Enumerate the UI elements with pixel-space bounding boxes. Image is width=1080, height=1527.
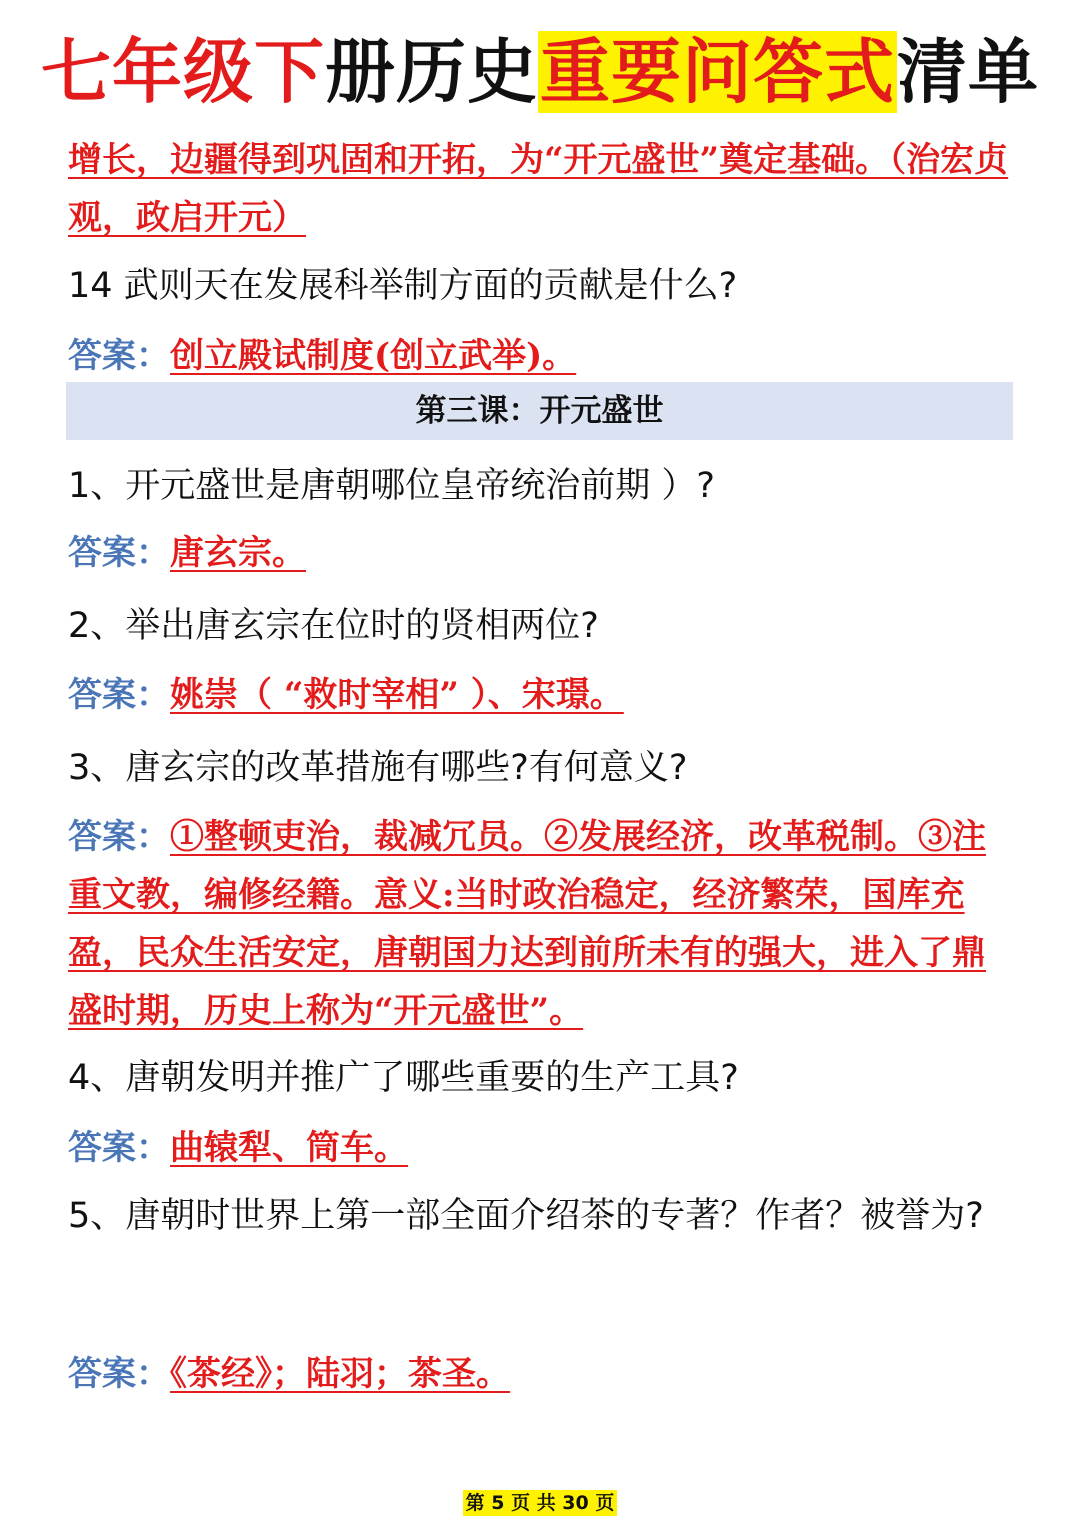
answer-2 bbox=[68, 666, 1013, 724]
title-part-red: 七年级下 bbox=[41, 31, 325, 113]
answer-text: 唐玄宗。 bbox=[170, 533, 306, 573]
question-5: 5、唐朝时世界上第一部全面介绍茶的专著？作者？被誉为? bbox=[68, 1196, 984, 1236]
question-1: 1、开元盛世是唐朝哪位皇帝统治前期 ）? bbox=[68, 466, 715, 506]
page-number bbox=[0, 1488, 1080, 1515]
question-14: 14 武则天在发展科举制方面的贡献是什么? bbox=[68, 266, 738, 306]
answer-label: 答案： bbox=[68, 336, 170, 376]
page-title bbox=[0, 22, 1080, 122]
intro-text: 增长，边疆得到巩固和开拓，为“开元盛世”奠定基础。（治宏贞观，政启开元） bbox=[68, 140, 1009, 238]
answer-label: 答案： bbox=[68, 1128, 170, 1168]
answer-text: ①整顿吏治，裁减冗员。②发展经济，改革税制。③注重文教，编修经籍。意义:当时政治稳定，经济繁荣，国库充盈，民众生活安定，唐朝国力达到前所未有的强大，进入了鼎盛时期，历史上称为“开元盛世”。 bbox=[68, 817, 986, 1031]
title-part-end: 清单 bbox=[897, 31, 1039, 113]
answer-label: 答案： bbox=[68, 675, 170, 715]
intro-paragraph bbox=[68, 131, 1013, 247]
title-part-highlight: 重要问答式 bbox=[540, 31, 895, 113]
answer-1 bbox=[68, 524, 1013, 582]
answer-label: 答案： bbox=[68, 533, 170, 573]
answer-text: 曲辕犁、筒车。 bbox=[170, 1128, 408, 1168]
question-3: 3、唐玄宗的改革措施有哪些?有何意义? bbox=[68, 748, 688, 788]
answer-3 bbox=[68, 808, 1013, 1040]
answer-label: 答案： bbox=[68, 1354, 170, 1394]
question-2: 2、举出唐玄宗在位时的贤相两位? bbox=[68, 606, 599, 646]
answer-14 bbox=[68, 327, 1013, 385]
page-number-text: 第 5 页 共 30 页 bbox=[463, 1490, 618, 1516]
answer-label: 答案： bbox=[68, 817, 170, 857]
answer-text: 姚崇（ “救时宰相” ）、宋璟。 bbox=[170, 675, 624, 715]
lesson-header: 第三课：开元盛世 bbox=[66, 382, 1013, 440]
answer-4 bbox=[68, 1119, 1013, 1177]
title-part-black: 册历史 bbox=[325, 31, 538, 113]
answer-text: 创立殿试制度(创立武举)。 bbox=[170, 336, 577, 376]
question-4: 4、唐朝发明并推广了哪些重要的生产工具? bbox=[68, 1058, 739, 1098]
answer-text: 《茶经》；陆羽；茶圣。 bbox=[170, 1354, 510, 1394]
answer-5 bbox=[68, 1345, 1013, 1403]
